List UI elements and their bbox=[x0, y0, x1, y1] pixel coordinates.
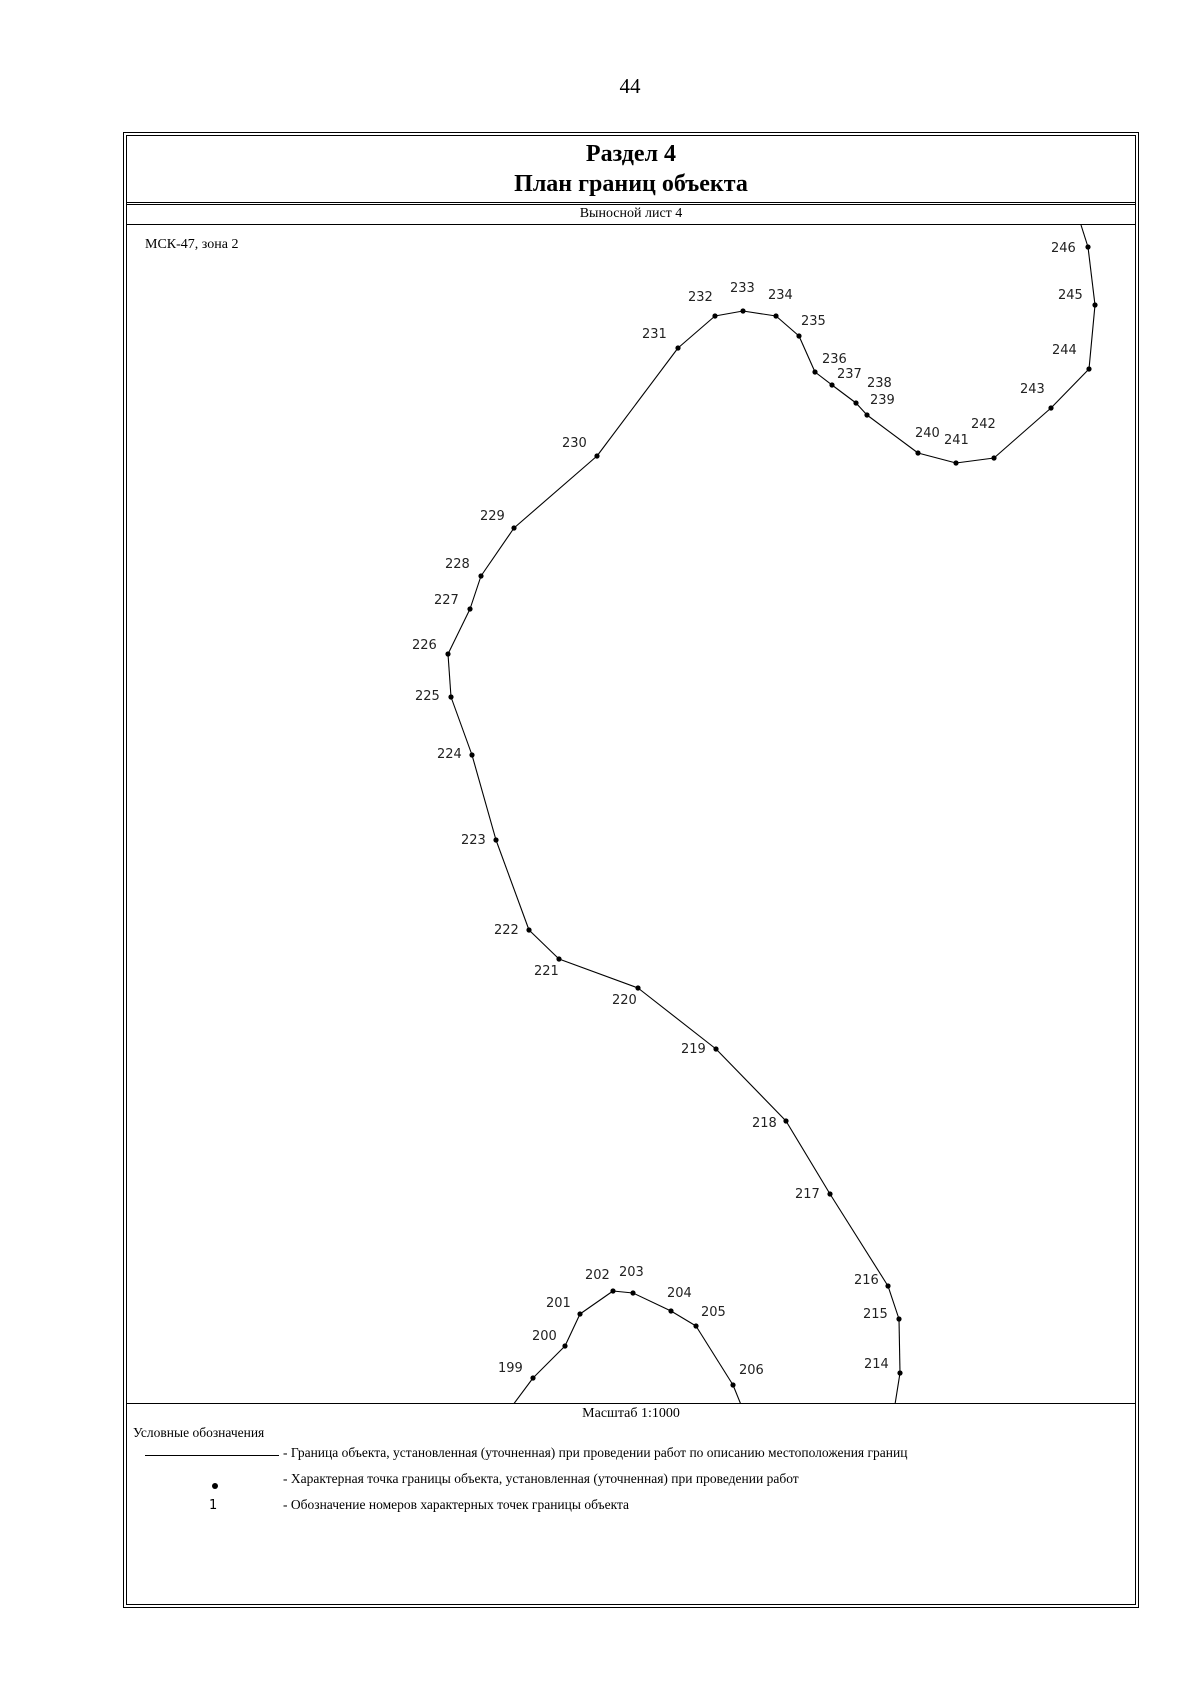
legend-title: Условные обозначения bbox=[133, 1425, 265, 1440]
title-block bbox=[127, 136, 1135, 205]
legend-dot-symbol bbox=[145, 1469, 279, 1489]
boundary-point-231 bbox=[675, 345, 680, 350]
boundary-point-230 bbox=[594, 453, 599, 458]
point-label-219: 219 bbox=[681, 1042, 706, 1057]
boundary-segment bbox=[678, 316, 715, 348]
boundary-point-203 bbox=[630, 1290, 635, 1295]
point-label-221: 221 bbox=[534, 964, 559, 979]
boundary-segment bbox=[888, 1286, 899, 1319]
boundary-segment bbox=[696, 1326, 733, 1385]
boundary-segment bbox=[815, 372, 832, 385]
point-label-214: 214 bbox=[864, 1357, 889, 1372]
boundary-segment bbox=[832, 385, 856, 403]
boundary-point-234 bbox=[773, 313, 778, 318]
boundary-segment bbox=[504, 1378, 533, 1403]
boundary-segment bbox=[496, 840, 529, 930]
boundary-segment bbox=[481, 528, 514, 576]
boundary-point-227 bbox=[467, 606, 472, 611]
boundary-segment bbox=[899, 1319, 900, 1373]
boundary-point-241 bbox=[953, 460, 958, 465]
boundary-segment bbox=[638, 988, 716, 1049]
boundary-point-223 bbox=[493, 837, 498, 842]
point-label-235: 235 bbox=[801, 314, 826, 329]
boundary-point-204 bbox=[668, 1308, 673, 1313]
legend-line-symbol bbox=[145, 1443, 279, 1463]
boundary-point-245 bbox=[1092, 302, 1097, 307]
boundary-point-242 bbox=[991, 455, 996, 460]
boundary-segment bbox=[918, 453, 956, 463]
point-label-245: 245 bbox=[1058, 288, 1083, 303]
point-label-199: 199 bbox=[498, 1361, 523, 1376]
boundary-point-217 bbox=[827, 1191, 832, 1196]
legend bbox=[133, 1425, 1135, 1521]
boundary-point-226 bbox=[445, 651, 450, 656]
boundary-point-238 bbox=[853, 400, 858, 405]
boundary-segment bbox=[559, 959, 638, 988]
point-label-230: 230 bbox=[562, 436, 587, 451]
point-label-226: 226 bbox=[412, 638, 437, 653]
boundary-point-236 bbox=[812, 369, 817, 374]
point-label-205: 205 bbox=[701, 1305, 726, 1320]
map-area bbox=[127, 225, 1135, 1403]
boundary-segment bbox=[470, 576, 481, 609]
boundary-point-235 bbox=[796, 333, 801, 338]
boundary-point-202 bbox=[610, 1288, 615, 1293]
boundary-segment bbox=[716, 1049, 786, 1121]
boundary-segment bbox=[529, 930, 559, 959]
point-label-220: 220 bbox=[612, 993, 637, 1008]
boundary-segment bbox=[448, 654, 451, 697]
boundary-point-237 bbox=[829, 382, 834, 387]
boundary-segment bbox=[533, 1346, 565, 1378]
boundary-segment bbox=[597, 348, 678, 456]
boundary-point-214 bbox=[897, 1370, 902, 1375]
boundary-segment bbox=[799, 336, 815, 372]
boundary-segment bbox=[671, 1311, 696, 1326]
boundary-point-216 bbox=[885, 1283, 890, 1288]
point-label-238: 238 bbox=[867, 376, 892, 391]
boundary-segment bbox=[1089, 305, 1095, 369]
boundary-point-205 bbox=[693, 1323, 698, 1328]
point-label-244: 244 bbox=[1052, 343, 1077, 358]
boundary-point-229 bbox=[511, 525, 516, 530]
boundary-point-222 bbox=[526, 927, 531, 932]
boundary-point-225 bbox=[448, 694, 453, 699]
boundary-segment bbox=[733, 1385, 746, 1403]
page-number: 44 bbox=[619, 74, 641, 98]
point-label-227: 227 bbox=[434, 593, 459, 608]
boundary-segment bbox=[715, 311, 743, 316]
boundary-segment bbox=[633, 1293, 671, 1311]
boundary-point-201 bbox=[577, 1311, 582, 1316]
boundary-points bbox=[445, 244, 1097, 1387]
point-label-240: 240 bbox=[915, 426, 940, 441]
boundary-segment bbox=[514, 456, 597, 528]
boundary-point-233 bbox=[740, 308, 745, 313]
boundary-point-200 bbox=[562, 1343, 567, 1348]
point-label-203: 203 bbox=[619, 1265, 644, 1280]
point-label-231: 231 bbox=[642, 327, 667, 342]
point-label-204: 204 bbox=[667, 1286, 692, 1301]
point-label-232: 232 bbox=[688, 290, 713, 305]
scale-label: Масштаб 1:1000 bbox=[127, 1403, 1135, 1424]
boundary-point-219 bbox=[713, 1046, 718, 1051]
boundary-point-220 bbox=[635, 985, 640, 990]
boundary-point-246 bbox=[1085, 244, 1090, 249]
point-label-216: 216 bbox=[854, 1273, 879, 1288]
map-sheet-frame bbox=[126, 135, 1136, 1605]
boundary-segment bbox=[994, 408, 1051, 458]
boundary-point-206 bbox=[730, 1382, 735, 1387]
point-label-243: 243 bbox=[1020, 382, 1045, 397]
legend-item-point bbox=[133, 1469, 1135, 1495]
point-label-224: 224 bbox=[437, 747, 462, 762]
point-label-215: 215 bbox=[863, 1307, 888, 1322]
point-label-218: 218 bbox=[752, 1116, 777, 1131]
boundary-point-218 bbox=[783, 1118, 788, 1123]
boundary-segment bbox=[1051, 369, 1089, 408]
boundary-point-232 bbox=[712, 313, 717, 318]
point-label-237: 237 bbox=[837, 367, 862, 382]
boundary-segment bbox=[580, 1291, 613, 1314]
section-title: Раздел 4 bbox=[585, 141, 677, 167]
boundary-segment bbox=[613, 1291, 633, 1293]
boundary-segment bbox=[565, 1314, 580, 1346]
point-label-229: 229 bbox=[480, 509, 505, 524]
point-label-201: 201 bbox=[546, 1296, 571, 1311]
point-label-225: 225 bbox=[415, 689, 440, 704]
point-label-200: 200 bbox=[532, 1329, 557, 1344]
point-label-234: 234 bbox=[768, 288, 793, 303]
boundary-lines bbox=[448, 225, 1095, 1403]
boundary-segment bbox=[867, 415, 918, 453]
point-label-241: 241 bbox=[944, 433, 969, 448]
point-label-236: 236 bbox=[822, 352, 847, 367]
point-label-242: 242 bbox=[971, 417, 996, 432]
legend-number-symbol: 1 bbox=[209, 1498, 218, 1513]
coordinate-system-label: МСК-47, зона 2 bbox=[145, 237, 239, 252]
legend-text: - Характерная точка границы объекта, установленная (уточненная) при проведении работ bbox=[283, 1471, 799, 1486]
point-label-222: 222 bbox=[494, 923, 519, 938]
legend-text: - Граница объекта, установленная (уточненная) при проведении работ по описанию местоположения границ bbox=[283, 1445, 908, 1460]
boundary-segment bbox=[786, 1121, 830, 1194]
sheet-subtitle: Выносной лист 4 bbox=[127, 206, 1135, 225]
boundary-point-239 bbox=[864, 412, 869, 417]
boundary-segment bbox=[743, 311, 776, 316]
boundary-point-221 bbox=[556, 956, 561, 961]
boundary-point-199 bbox=[530, 1375, 535, 1380]
boundary-point-243 bbox=[1048, 405, 1053, 410]
boundary-segment bbox=[472, 755, 496, 840]
point-label-239: 239 bbox=[870, 393, 895, 408]
boundary-segment bbox=[448, 609, 470, 654]
plan-title: План границ объекта bbox=[514, 171, 748, 197]
point-label-217: 217 bbox=[795, 1187, 820, 1202]
boundary-segment bbox=[776, 316, 799, 336]
point-label-228: 228 bbox=[445, 557, 470, 572]
boundary-segment bbox=[1088, 247, 1095, 305]
legend-item-number bbox=[133, 1495, 1135, 1521]
boundary-segment bbox=[893, 1373, 900, 1403]
boundary-point-215 bbox=[896, 1316, 901, 1321]
boundary-point-224 bbox=[469, 752, 474, 757]
point-label-202: 202 bbox=[585, 1268, 610, 1283]
boundary-map bbox=[127, 225, 1135, 1403]
legend-text: - Обозначение номеров характерных точек границы объекта bbox=[283, 1497, 630, 1512]
boundary-segment bbox=[1081, 225, 1088, 247]
point-label-233: 233 bbox=[730, 281, 755, 296]
point-labels bbox=[412, 241, 1083, 1378]
point-label-246: 246 bbox=[1051, 241, 1076, 256]
point-label-223: 223 bbox=[461, 833, 486, 848]
boundary-point-228 bbox=[478, 573, 483, 578]
point-label-206: 206 bbox=[739, 1363, 764, 1378]
boundary-segment bbox=[956, 458, 994, 463]
boundary-point-240 bbox=[915, 450, 920, 455]
boundary-point-244 bbox=[1086, 366, 1091, 371]
legend-item-boundary-line bbox=[133, 1443, 1135, 1469]
